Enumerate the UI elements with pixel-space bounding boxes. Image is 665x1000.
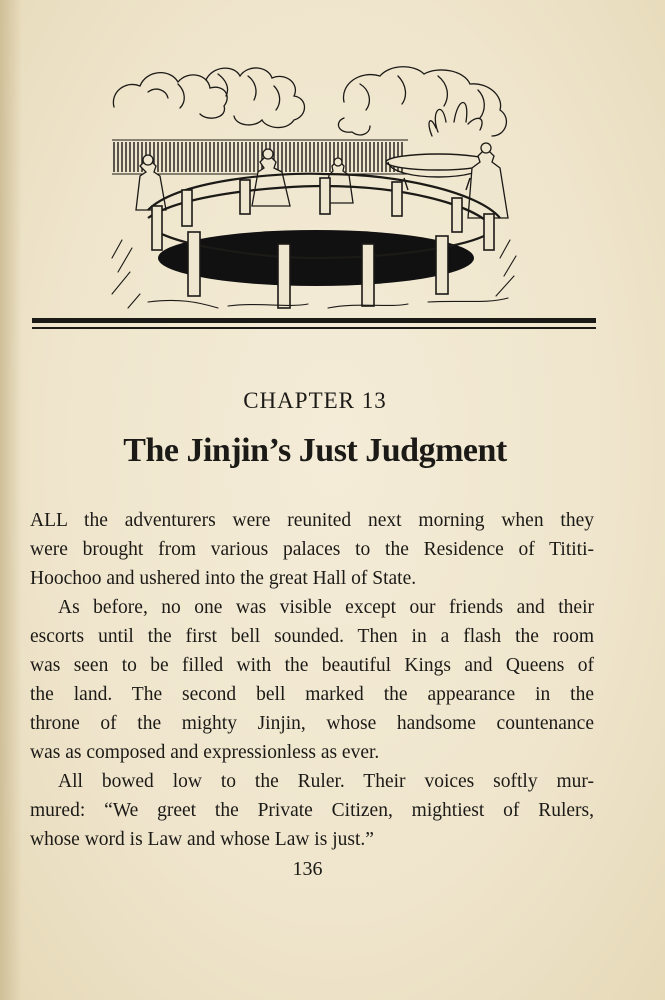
cloud-left <box>113 73 227 119</box>
body-line: was as composed and expressionless as ever. <box>30 742 380 763</box>
header-rule-thick <box>32 318 596 323</box>
page-number: 136 <box>292 858 323 880</box>
header-rule-thin <box>32 327 596 329</box>
body-line: Hoochoo and ushered into the great Hall of State. <box>30 568 417 589</box>
body-line: the land. The second bell marked the appearance in the <box>30 684 594 705</box>
body-line: ALL the adventurers were reunited next morning when they <box>30 510 594 531</box>
body-line: escorts until the first bell sounded. Then in a flash the room <box>30 626 594 647</box>
body-line: All bowed low to the Ruler. Their voices softly mur- <box>58 771 594 792</box>
body-line: As before, no one was visible except our friends and their <box>58 597 594 618</box>
body-line: whose word is Law and whose Law is just.” <box>30 829 374 850</box>
spine-shadow <box>0 0 22 1000</box>
chapter-body <box>30 506 594 854</box>
body-line: were brought from various palaces to the Residence of Tititi- <box>30 539 594 560</box>
body-line: mured: “We greet the Private Citizen, mightiest of Rulers, <box>30 800 594 821</box>
chapter-number: CHAPTER 13 <box>243 388 387 413</box>
body-line: throne of the mighty Jinjin, whose handsome countenance <box>30 713 594 734</box>
body-line: was seen to be filled with the beautiful Kings and Queens of <box>30 655 594 676</box>
garden-well-illustration-icon <box>108 62 520 314</box>
chapter-title: The Jinjin’s Just Judgment <box>123 432 507 469</box>
